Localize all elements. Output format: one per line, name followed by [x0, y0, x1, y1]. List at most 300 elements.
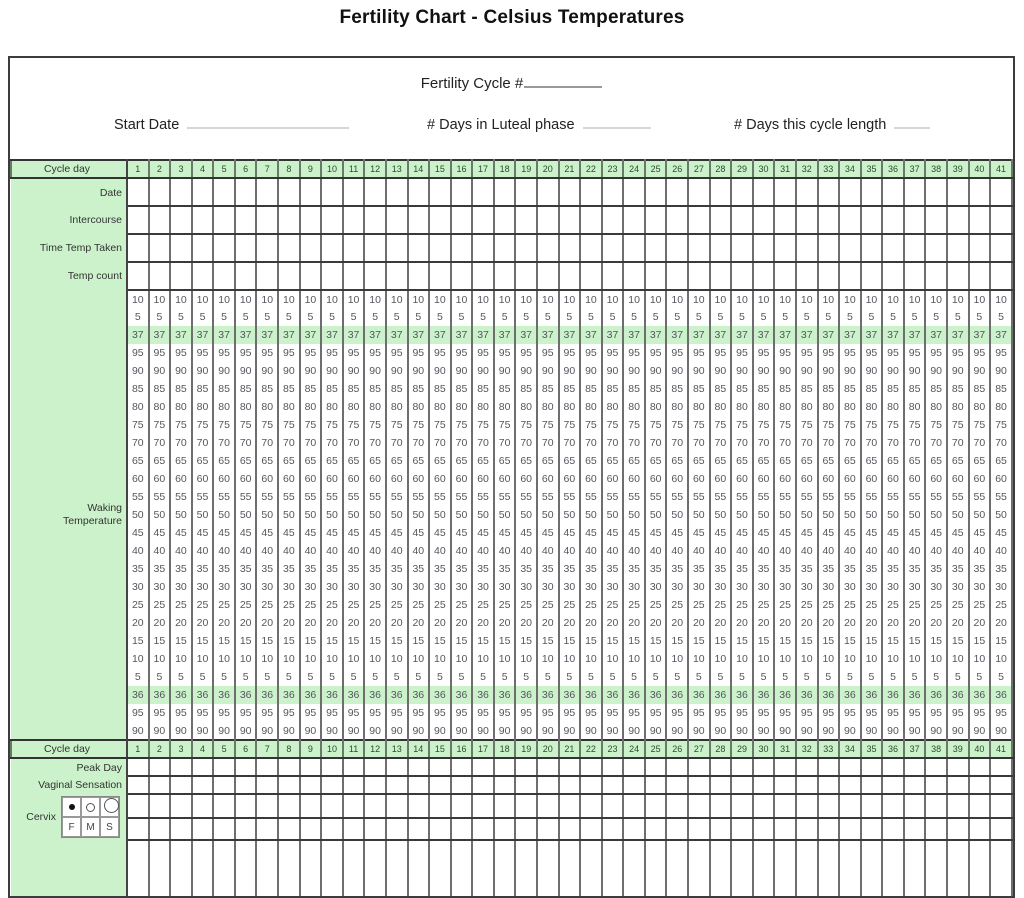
temperature-value-cell[interactable]: 36: [451, 686, 473, 704]
temperature-value-cell[interactable]: 90: [537, 722, 559, 740]
temperature-value-cell[interactable]: 80: [990, 398, 1012, 416]
temperature-value-cell[interactable]: 10: [645, 650, 667, 668]
temperature-value-cell[interactable]: 95: [710, 704, 732, 722]
temperature-value-cell[interactable]: 65: [623, 452, 645, 470]
temperature-value-cell[interactable]: 60: [731, 470, 753, 488]
temperature-value-cell[interactable]: 10: [149, 650, 171, 668]
date-cell[interactable]: [839, 178, 861, 206]
temperature-value-cell[interactable]: 25: [861, 596, 883, 614]
temperature-value-cell[interactable]: 75: [559, 416, 581, 434]
temperature-value-cell[interactable]: 37: [731, 326, 753, 344]
temperature-value-cell[interactable]: 5: [645, 668, 667, 686]
intercourse-cell[interactable]: [602, 206, 624, 234]
cervix-cell[interactable]: [861, 818, 883, 840]
bottom-entry-cell[interactable]: [364, 840, 386, 896]
temperature-value-cell[interactable]: 75: [321, 416, 343, 434]
peak-day-cell[interactable]: [645, 758, 667, 776]
date-cell[interactable]: [796, 178, 818, 206]
temperature-value-cell[interactable]: 55: [429, 488, 451, 506]
temperature-value-cell[interactable]: 80: [408, 398, 430, 416]
intercourse-cell[interactable]: [472, 206, 494, 234]
temperature-value-cell[interactable]: 95: [753, 344, 775, 362]
temperature-value-cell[interactable]: 5: [731, 668, 753, 686]
temperature-value-cell[interactable]: 90: [666, 722, 688, 740]
temperature-value-cell[interactable]: 37: [170, 326, 192, 344]
temperature-value-cell[interactable]: 75: [925, 416, 947, 434]
temperature-value-cell[interactable]: 10: [947, 290, 969, 308]
temperature-value-cell[interactable]: 5: [774, 308, 796, 326]
temperature-value-cell[interactable]: 55: [688, 488, 710, 506]
vaginal-sensation-cell[interactable]: [688, 776, 710, 794]
temperature-value-cell[interactable]: 45: [969, 524, 991, 542]
temperature-value-cell[interactable]: 95: [602, 704, 624, 722]
temperature-value-cell[interactable]: 90: [321, 722, 343, 740]
temperature-value-cell[interactable]: 36: [192, 686, 214, 704]
cervix-cell[interactable]: [386, 818, 408, 840]
temperature-value-cell[interactable]: 25: [947, 596, 969, 614]
temperature-value-cell[interactable]: 5: [278, 668, 300, 686]
temperature-value-cell[interactable]: 30: [343, 578, 365, 596]
temperature-value-cell[interactable]: 5: [925, 668, 947, 686]
temperature-value-cell[interactable]: 90: [515, 722, 537, 740]
temperature-value-cell[interactable]: 75: [731, 416, 753, 434]
temperature-value-cell[interactable]: 80: [925, 398, 947, 416]
temperature-value-cell[interactable]: 36: [839, 686, 861, 704]
temperature-value-cell[interactable]: 60: [753, 470, 775, 488]
temp-count-cell[interactable]: [710, 262, 732, 290]
peak-day-cell[interactable]: [408, 758, 430, 776]
temperature-value-cell[interactable]: 65: [947, 452, 969, 470]
temperature-value-cell[interactable]: 35: [796, 560, 818, 578]
temperature-value-cell[interactable]: 20: [925, 614, 947, 632]
temperature-value-cell[interactable]: 5: [472, 308, 494, 326]
temperature-value-cell[interactable]: 40: [882, 542, 904, 560]
temperature-value-cell[interactable]: 60: [494, 470, 516, 488]
temperature-value-cell[interactable]: 45: [451, 524, 473, 542]
temperature-value-cell[interactable]: 50: [149, 506, 171, 524]
cervix-cell[interactable]: [235, 818, 257, 840]
temperature-value-cell[interactable]: 37: [645, 326, 667, 344]
temperature-value-cell[interactable]: 65: [753, 452, 775, 470]
temperature-value-cell[interactable]: 25: [882, 596, 904, 614]
temperature-value-cell[interactable]: 20: [969, 614, 991, 632]
cervix-cell[interactable]: [688, 818, 710, 840]
temperature-value-cell[interactable]: 5: [839, 668, 861, 686]
temperature-value-cell[interactable]: 36: [623, 686, 645, 704]
temperature-value-cell[interactable]: 80: [688, 398, 710, 416]
date-cell[interactable]: [170, 178, 192, 206]
temperature-value-cell[interactable]: 60: [969, 470, 991, 488]
temperature-value-cell[interactable]: 25: [235, 596, 257, 614]
temperature-value-cell[interactable]: 40: [774, 542, 796, 560]
temperature-value-cell[interactable]: 70: [818, 434, 840, 452]
temperature-value-cell[interactable]: 5: [408, 308, 430, 326]
temperature-value-cell[interactable]: 75: [645, 416, 667, 434]
temp-count-cell[interactable]: [364, 262, 386, 290]
temperature-value-cell[interactable]: 25: [127, 596, 149, 614]
temperature-value-cell[interactable]: 5: [753, 308, 775, 326]
temperature-value-cell[interactable]: 95: [774, 344, 796, 362]
temperature-value-cell[interactable]: 85: [666, 380, 688, 398]
temperature-value-cell[interactable]: 75: [602, 416, 624, 434]
temperature-value-cell[interactable]: 25: [321, 596, 343, 614]
peak-day-cell[interactable]: [213, 758, 235, 776]
temperature-value-cell[interactable]: 80: [839, 398, 861, 416]
temperature-value-cell[interactable]: 85: [731, 380, 753, 398]
temperature-value-cell[interactable]: 10: [515, 290, 537, 308]
bottom-entry-cell[interactable]: [839, 840, 861, 896]
temperature-value-cell[interactable]: 90: [321, 362, 343, 380]
temperature-value-cell[interactable]: 85: [256, 380, 278, 398]
temperature-value-cell[interactable]: 10: [580, 290, 602, 308]
cervix-cell[interactable]: [796, 794, 818, 818]
temperature-value-cell[interactable]: 10: [408, 650, 430, 668]
temperature-value-cell[interactable]: 85: [602, 380, 624, 398]
temperature-value-cell[interactable]: 80: [386, 398, 408, 416]
temperature-value-cell[interactable]: 20: [494, 614, 516, 632]
temperature-value-cell[interactable]: 85: [149, 380, 171, 398]
temperature-value-cell[interactable]: 85: [213, 380, 235, 398]
temperature-value-cell[interactable]: 60: [451, 470, 473, 488]
temperature-value-cell[interactable]: 90: [213, 362, 235, 380]
temperature-value-cell[interactable]: 36: [321, 686, 343, 704]
temperature-value-cell[interactable]: 50: [321, 506, 343, 524]
temperature-value-cell[interactable]: 10: [170, 290, 192, 308]
temperature-value-cell[interactable]: 65: [645, 452, 667, 470]
temperature-value-cell[interactable]: 10: [429, 290, 451, 308]
intercourse-cell[interactable]: [127, 206, 149, 234]
temperature-value-cell[interactable]: 45: [990, 524, 1012, 542]
intercourse-cell[interactable]: [278, 206, 300, 234]
temperature-value-cell[interactable]: 20: [364, 614, 386, 632]
temperature-value-cell[interactable]: 95: [364, 344, 386, 362]
temperature-value-cell[interactable]: 35: [364, 560, 386, 578]
temperature-value-cell[interactable]: 15: [515, 632, 537, 650]
temperature-value-cell[interactable]: 40: [623, 542, 645, 560]
temperature-value-cell[interactable]: 75: [796, 416, 818, 434]
temperature-value-cell[interactable]: 95: [278, 704, 300, 722]
temperature-value-cell[interactable]: 90: [300, 722, 322, 740]
temperature-value-cell[interactable]: 85: [300, 380, 322, 398]
temperature-value-cell[interactable]: 55: [666, 488, 688, 506]
bottom-entry-cell[interactable]: [688, 840, 710, 896]
cervix-cell[interactable]: [925, 794, 947, 818]
temperature-value-cell[interactable]: 85: [925, 380, 947, 398]
temperature-value-cell[interactable]: 25: [170, 596, 192, 614]
time-temp-taken-cell[interactable]: [256, 234, 278, 262]
temperature-value-cell[interactable]: 36: [515, 686, 537, 704]
temperature-value-cell[interactable]: 5: [235, 668, 257, 686]
temperature-value-cell[interactable]: 30: [861, 578, 883, 596]
temperature-value-cell[interactable]: 80: [818, 398, 840, 416]
temperature-value-cell[interactable]: 70: [969, 434, 991, 452]
temperature-value-cell[interactable]: 60: [580, 470, 602, 488]
temperature-value-cell[interactable]: 25: [515, 596, 537, 614]
temperature-value-cell[interactable]: 95: [149, 344, 171, 362]
temperature-value-cell[interactable]: 10: [386, 650, 408, 668]
temperature-value-cell[interactable]: 75: [818, 416, 840, 434]
temperature-value-cell[interactable]: 40: [559, 542, 581, 560]
temperature-value-cell[interactable]: 75: [623, 416, 645, 434]
cervix-cell[interactable]: [753, 794, 775, 818]
temperature-value-cell[interactable]: 25: [818, 596, 840, 614]
temp-count-cell[interactable]: [969, 262, 991, 290]
temperature-value-cell[interactable]: 10: [882, 290, 904, 308]
temperature-value-cell[interactable]: 55: [990, 488, 1012, 506]
cervix-cell[interactable]: [192, 794, 214, 818]
temperature-value-cell[interactable]: 36: [278, 686, 300, 704]
temperature-value-cell[interactable]: 36: [990, 686, 1012, 704]
date-cell[interactable]: [537, 178, 559, 206]
temperature-value-cell[interactable]: 70: [688, 434, 710, 452]
time-temp-taken-cell[interactable]: [947, 234, 969, 262]
temperature-value-cell[interactable]: 70: [645, 434, 667, 452]
temperature-value-cell[interactable]: 20: [947, 614, 969, 632]
temperature-value-cell[interactable]: 50: [170, 506, 192, 524]
intercourse-cell[interactable]: [256, 206, 278, 234]
bottom-entry-cell[interactable]: [127, 840, 149, 896]
temperature-value-cell[interactable]: 36: [796, 686, 818, 704]
temperature-value-cell[interactable]: 55: [559, 488, 581, 506]
temperature-value-cell[interactable]: 10: [990, 650, 1012, 668]
temperature-value-cell[interactable]: 95: [472, 704, 494, 722]
temperature-value-cell[interactable]: 95: [666, 344, 688, 362]
temperature-value-cell[interactable]: 30: [235, 578, 257, 596]
date-cell[interactable]: [515, 178, 537, 206]
peak-day-cell[interactable]: [515, 758, 537, 776]
temperature-value-cell[interactable]: 10: [472, 290, 494, 308]
temperature-value-cell[interactable]: 75: [710, 416, 732, 434]
temperature-value-cell[interactable]: 25: [904, 596, 926, 614]
temperature-value-cell[interactable]: 10: [796, 290, 818, 308]
bottom-entry-cell[interactable]: [515, 840, 537, 896]
temperature-value-cell[interactable]: 10: [666, 290, 688, 308]
temperature-value-cell[interactable]: 5: [947, 308, 969, 326]
temperature-value-cell[interactable]: 75: [278, 416, 300, 434]
temperature-value-cell[interactable]: 45: [537, 524, 559, 542]
date-cell[interactable]: [882, 178, 904, 206]
temperature-value-cell[interactable]: 95: [990, 704, 1012, 722]
temperature-value-cell[interactable]: 10: [602, 650, 624, 668]
temperature-value-cell[interactable]: 85: [796, 380, 818, 398]
intercourse-cell[interactable]: [408, 206, 430, 234]
date-cell[interactable]: [494, 178, 516, 206]
temperature-value-cell[interactable]: 36: [343, 686, 365, 704]
temperature-value-cell[interactable]: 55: [170, 488, 192, 506]
peak-day-cell[interactable]: [904, 758, 926, 776]
temperature-value-cell[interactable]: 80: [515, 398, 537, 416]
temperature-value-cell[interactable]: 70: [364, 434, 386, 452]
date-cell[interactable]: [688, 178, 710, 206]
temperature-value-cell[interactable]: 85: [429, 380, 451, 398]
temperature-value-cell[interactable]: 65: [666, 452, 688, 470]
temperature-value-cell[interactable]: 30: [321, 578, 343, 596]
vaginal-sensation-cell[interactable]: [666, 776, 688, 794]
temperature-value-cell[interactable]: 30: [127, 578, 149, 596]
vaginal-sensation-cell[interactable]: [192, 776, 214, 794]
temperature-value-cell[interactable]: 25: [559, 596, 581, 614]
temperature-value-cell[interactable]: 5: [688, 668, 710, 686]
temperature-value-cell[interactable]: 95: [364, 704, 386, 722]
temperature-value-cell[interactable]: 40: [278, 542, 300, 560]
temperature-value-cell[interactable]: 45: [343, 524, 365, 542]
temperature-value-cell[interactable]: 65: [494, 452, 516, 470]
time-temp-taken-cell[interactable]: [386, 234, 408, 262]
temperature-value-cell[interactable]: 75: [861, 416, 883, 434]
temperature-value-cell[interactable]: 65: [515, 452, 537, 470]
temperature-value-cell[interactable]: 40: [170, 542, 192, 560]
temperature-value-cell[interactable]: 65: [192, 452, 214, 470]
temperature-value-cell[interactable]: 95: [925, 344, 947, 362]
temperature-value-cell[interactable]: 30: [170, 578, 192, 596]
temperature-value-cell[interactable]: 50: [580, 506, 602, 524]
temperature-value-cell[interactable]: 80: [451, 398, 473, 416]
temperature-value-cell[interactable]: 25: [451, 596, 473, 614]
temperature-value-cell[interactable]: 55: [494, 488, 516, 506]
time-temp-taken-cell[interactable]: [666, 234, 688, 262]
temperature-value-cell[interactable]: 10: [213, 650, 235, 668]
temperature-value-cell[interactable]: 45: [170, 524, 192, 542]
temperature-value-cell[interactable]: 70: [861, 434, 883, 452]
temperature-value-cell[interactable]: 50: [969, 506, 991, 524]
temperature-value-cell[interactable]: 35: [731, 560, 753, 578]
temperature-value-cell[interactable]: 90: [969, 722, 991, 740]
temperature-value-cell[interactable]: 35: [537, 560, 559, 578]
temperature-value-cell[interactable]: 90: [127, 362, 149, 380]
temperature-value-cell[interactable]: 20: [731, 614, 753, 632]
temperature-value-cell[interactable]: 5: [408, 668, 430, 686]
temperature-value-cell[interactable]: 45: [559, 524, 581, 542]
vaginal-sensation-cell[interactable]: [537, 776, 559, 794]
temperature-value-cell[interactable]: 5: [666, 308, 688, 326]
temperature-value-cell[interactable]: 36: [710, 686, 732, 704]
date-cell[interactable]: [235, 178, 257, 206]
cervix-cell[interactable]: [904, 794, 926, 818]
temperature-value-cell[interactable]: 45: [753, 524, 775, 542]
temperature-value-cell[interactable]: 10: [904, 290, 926, 308]
temperature-value-cell[interactable]: 75: [774, 416, 796, 434]
peak-day-cell[interactable]: [192, 758, 214, 776]
temperature-value-cell[interactable]: 10: [688, 290, 710, 308]
temperature-value-cell[interactable]: 37: [213, 326, 235, 344]
temperature-value-cell[interactable]: 85: [494, 380, 516, 398]
temperature-value-cell[interactable]: 15: [321, 632, 343, 650]
temperature-value-cell[interactable]: 50: [127, 506, 149, 524]
temperature-value-cell[interactable]: 45: [472, 524, 494, 542]
temperature-value-cell[interactable]: 70: [731, 434, 753, 452]
temperature-value-cell[interactable]: 70: [796, 434, 818, 452]
temperature-value-cell[interactable]: 5: [688, 308, 710, 326]
temperature-value-cell[interactable]: 45: [235, 524, 257, 542]
temperature-value-cell[interactable]: 5: [537, 308, 559, 326]
cervix-cell[interactable]: [364, 818, 386, 840]
temperature-value-cell[interactable]: 25: [213, 596, 235, 614]
temperature-value-cell[interactable]: 60: [861, 470, 883, 488]
temperature-value-cell[interactable]: 20: [256, 614, 278, 632]
vaginal-sensation-cell[interactable]: [127, 776, 149, 794]
intercourse-cell[interactable]: [321, 206, 343, 234]
vaginal-sensation-cell[interactable]: [213, 776, 235, 794]
temperature-value-cell[interactable]: 30: [515, 578, 537, 596]
bottom-entry-cell[interactable]: [818, 840, 840, 896]
temperature-value-cell[interactable]: 36: [688, 686, 710, 704]
temperature-value-cell[interactable]: 95: [235, 704, 257, 722]
temperature-value-cell[interactable]: 85: [882, 380, 904, 398]
temperature-value-cell[interactable]: 5: [969, 308, 991, 326]
temperature-value-cell[interactable]: 10: [645, 290, 667, 308]
vaginal-sensation-cell[interactable]: [472, 776, 494, 794]
temperature-value-cell[interactable]: 25: [666, 596, 688, 614]
time-temp-taken-cell[interactable]: [774, 234, 796, 262]
temperature-value-cell[interactable]: 65: [213, 452, 235, 470]
temperature-value-cell[interactable]: 50: [839, 506, 861, 524]
temperature-value-cell[interactable]: 30: [451, 578, 473, 596]
cervix-cell[interactable]: [278, 794, 300, 818]
temperature-value-cell[interactable]: 30: [925, 578, 947, 596]
temperature-value-cell[interactable]: 95: [170, 704, 192, 722]
temperature-value-cell[interactable]: 35: [925, 560, 947, 578]
temperature-value-cell[interactable]: 80: [710, 398, 732, 416]
temperature-value-cell[interactable]: 90: [688, 722, 710, 740]
temperature-value-cell[interactable]: 85: [753, 380, 775, 398]
temperature-value-cell[interactable]: 55: [861, 488, 883, 506]
temperature-value-cell[interactable]: 20: [559, 614, 581, 632]
temperature-value-cell[interactable]: 90: [688, 362, 710, 380]
temperature-value-cell[interactable]: 45: [861, 524, 883, 542]
temperature-value-cell[interactable]: 50: [364, 506, 386, 524]
temperature-value-cell[interactable]: 40: [861, 542, 883, 560]
intercourse-cell[interactable]: [364, 206, 386, 234]
temperature-value-cell[interactable]: 45: [710, 524, 732, 542]
peak-day-cell[interactable]: [494, 758, 516, 776]
cervix-cell[interactable]: [256, 794, 278, 818]
temperature-value-cell[interactable]: 10: [300, 650, 322, 668]
vaginal-sensation-cell[interactable]: [753, 776, 775, 794]
temperature-value-cell[interactable]: 10: [753, 290, 775, 308]
temperature-value-cell[interactable]: 25: [300, 596, 322, 614]
temperature-value-cell[interactable]: 37: [429, 326, 451, 344]
temperature-value-cell[interactable]: 40: [990, 542, 1012, 560]
temperature-value-cell[interactable]: 40: [364, 542, 386, 560]
temperature-value-cell[interactable]: 5: [364, 308, 386, 326]
bottom-entry-cell[interactable]: [882, 840, 904, 896]
temperature-value-cell[interactable]: 5: [602, 308, 624, 326]
temperature-value-cell[interactable]: 37: [559, 326, 581, 344]
temperature-value-cell[interactable]: 35: [623, 560, 645, 578]
temperature-value-cell[interactable]: 45: [321, 524, 343, 542]
temperature-value-cell[interactable]: 85: [710, 380, 732, 398]
temperature-value-cell[interactable]: 20: [580, 614, 602, 632]
temperature-value-cell[interactable]: 5: [666, 668, 688, 686]
temp-count-cell[interactable]: [623, 262, 645, 290]
temperature-value-cell[interactable]: 80: [343, 398, 365, 416]
temperature-value-cell[interactable]: 45: [515, 524, 537, 542]
temperature-value-cell[interactable]: 90: [580, 362, 602, 380]
temperature-value-cell[interactable]: 45: [213, 524, 235, 542]
cervix-cell[interactable]: [451, 794, 473, 818]
cervix-cell[interactable]: [537, 794, 559, 818]
temperature-value-cell[interactable]: 10: [559, 290, 581, 308]
temperature-value-cell[interactable]: 85: [386, 380, 408, 398]
peak-day-cell[interactable]: [170, 758, 192, 776]
temperature-value-cell[interactable]: 95: [969, 344, 991, 362]
temperature-value-cell[interactable]: 5: [256, 668, 278, 686]
temperature-value-cell[interactable]: 80: [623, 398, 645, 416]
temperature-value-cell[interactable]: 40: [321, 542, 343, 560]
temperature-value-cell[interactable]: 30: [537, 578, 559, 596]
temperature-value-cell[interactable]: 35: [710, 560, 732, 578]
temperature-value-cell[interactable]: 35: [774, 560, 796, 578]
